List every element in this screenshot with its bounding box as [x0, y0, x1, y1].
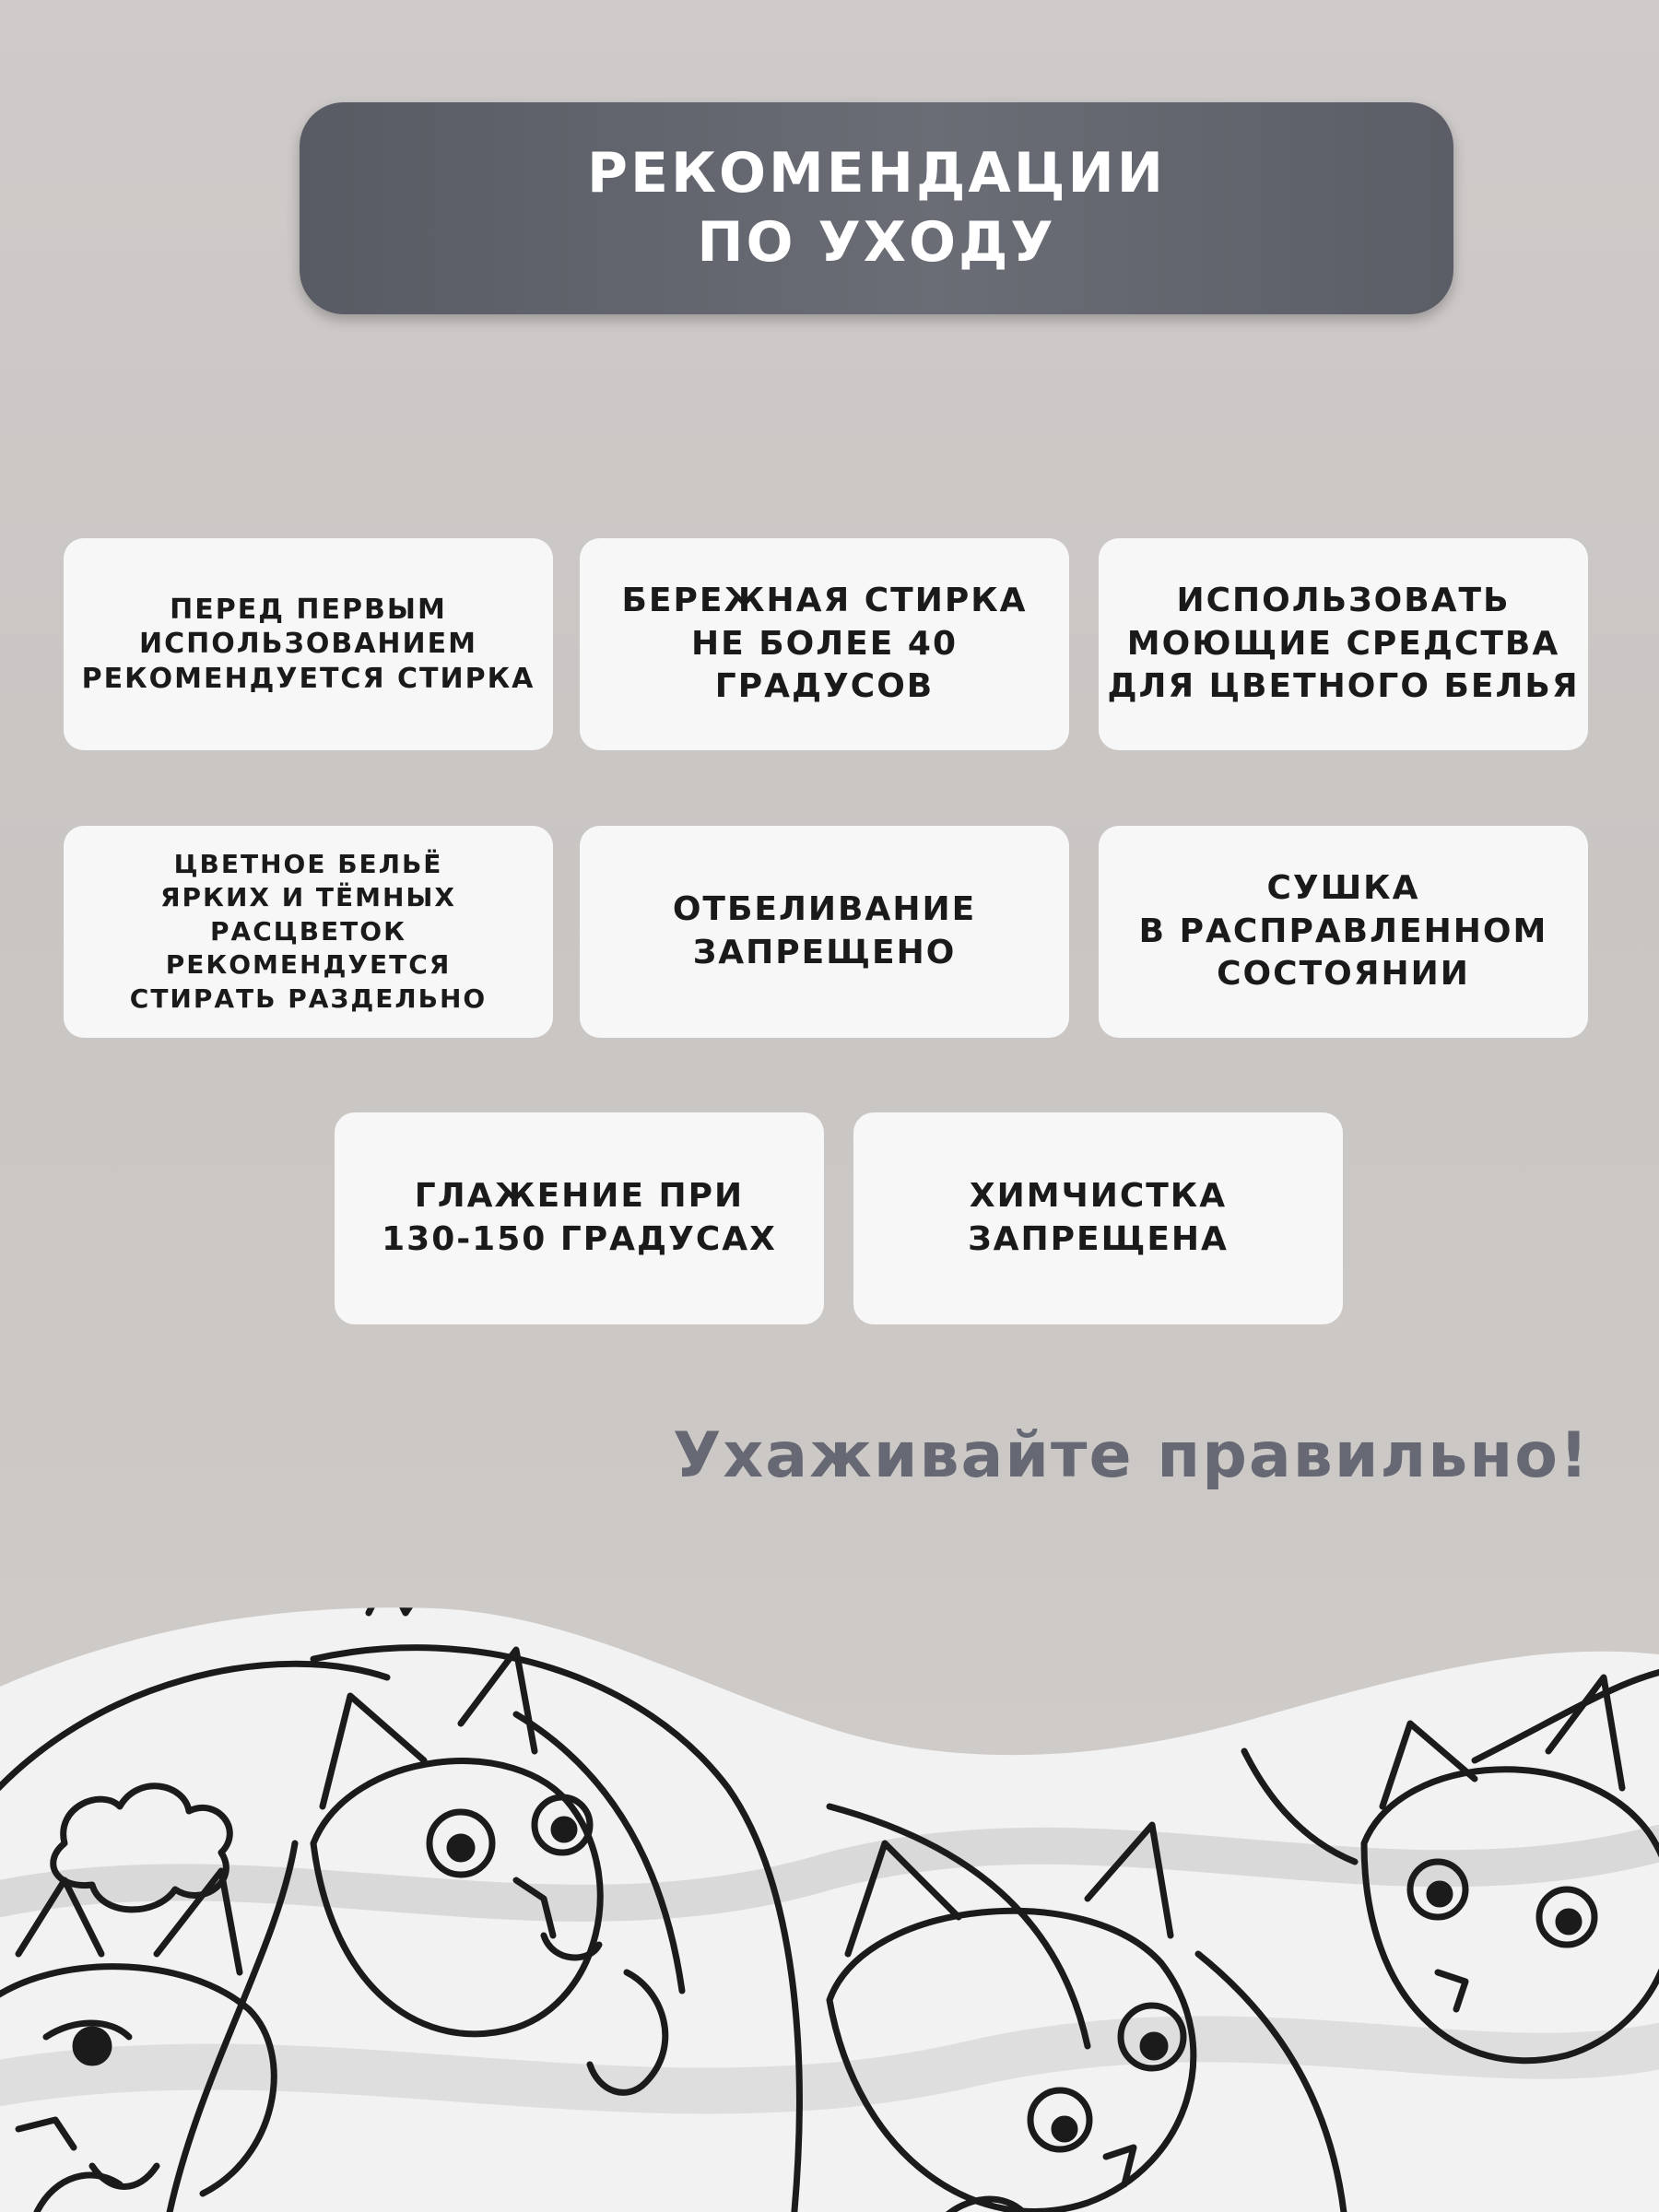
- card-text: БЕРЕЖНАЯ СТИРКА: [621, 581, 1028, 619]
- card-text: ДЛЯ ЦВЕТНОГО БЕЛЬЯ: [1107, 667, 1580, 706]
- card-text: СТИРАТЬ РАЗДЕЛЬНО: [129, 982, 488, 1014]
- care-card-no-bleach: [580, 826, 1069, 1038]
- card-text: РЕКОМЕНДУЕТСЯ СТИРКА: [81, 662, 535, 695]
- card-text: НЕ БОЛЕЕ 40 ГРАДУСОВ: [690, 624, 958, 706]
- care-card-no-dry-clean: [853, 1112, 1343, 1324]
- card-text: ИСПОЛЬЗОВАНИЕМ: [139, 628, 477, 661]
- card-text: ПЕРЕД ПЕРВЫМ: [170, 593, 447, 626]
- title-line-1: РЕКОМЕНДАЦИИ: [587, 141, 1166, 206]
- title-line-2: ПО УХОДУ: [697, 210, 1056, 275]
- care-card-drying: [1099, 826, 1588, 1038]
- card-text: ГЛАЖЕНИЕ ПРИ: [414, 1177, 745, 1216]
- card-text: ЗАПРЕЩЕНО: [692, 934, 957, 971]
- card-text: ИСПОЛЬЗОВАТЬ: [1176, 581, 1511, 619]
- card-text: РЕКОМЕНДУЕТСЯ: [165, 949, 452, 981]
- card-text: ЗАПРЕЩЕНА: [968, 1220, 1229, 1258]
- care-card-separate-wash: [64, 826, 553, 1038]
- care-card-ironing: [335, 1112, 824, 1324]
- care-card-pre-wash: [64, 538, 553, 750]
- card-text: 130-150 ГРАДУСАХ: [382, 1220, 777, 1258]
- card-text: В РАСПРАВЛЕННОМ: [1138, 912, 1548, 950]
- card-text: СУШКА: [1266, 868, 1420, 907]
- page-title: [300, 102, 1453, 314]
- card-text: ЦВЕТНОЕ БЕЛЬЁ: [173, 849, 443, 880]
- care-card-gentle-wash: [580, 538, 1069, 750]
- care-card-detergent: [1099, 538, 1588, 750]
- card-text: МОЮЩИЕ СРЕДСТВА: [1126, 624, 1560, 663]
- slogan: Ухаживайте правильно!: [673, 1419, 1590, 1492]
- card-text: ОТБЕЛИВАНИЕ: [672, 890, 977, 929]
- card-text: ЯРКИХ И ТЁМНЫХ РАСЦВЕТОК: [159, 882, 457, 947]
- card-text: СОСТОЯНИИ: [1217, 955, 1470, 994]
- card-text: ХИМЧИСТКА: [969, 1177, 1228, 1216]
- fabric-cat-pattern-image: [0, 1567, 1659, 2212]
